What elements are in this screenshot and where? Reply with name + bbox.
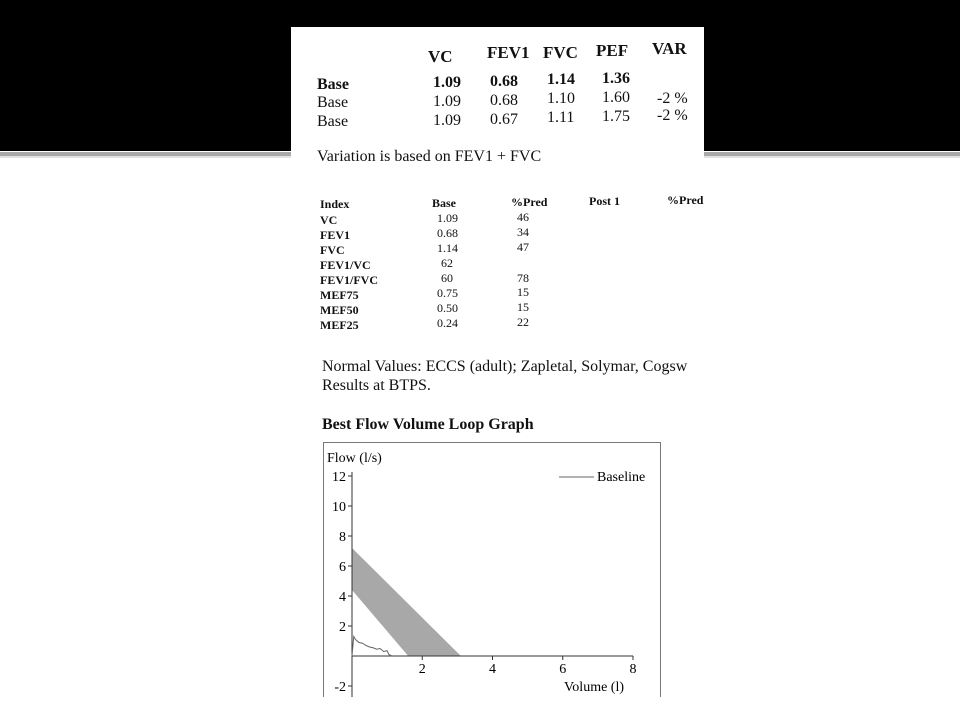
index-cell-pred: 15: [517, 300, 529, 314]
index-row-label: FVC: [320, 243, 345, 257]
index-cell-base: 0.75: [437, 286, 458, 300]
graph-title: Best Flow Volume Loop Graph: [322, 416, 534, 433]
index-cell-base: 60: [441, 271, 453, 285]
index-cell-base: 0.50: [437, 301, 458, 315]
index-row-label: FEV1: [320, 228, 350, 242]
summary-cell-fvc: 1.14: [547, 71, 575, 88]
index-cell-pred: 15: [517, 285, 529, 299]
index-cell-pred: 22: [517, 315, 529, 329]
summary-cell-var: -2 %: [657, 107, 688, 124]
index-header-index: Index: [320, 197, 350, 211]
summary-cell-var: -2 %: [657, 90, 688, 107]
x-tick-label: 4: [489, 662, 496, 677]
summary-cell-fev1: 0.68: [490, 92, 518, 109]
col-header-vc: VC: [428, 47, 453, 66]
index-header-pred: %Pred: [511, 195, 548, 209]
normal-values-note: Normal Values: ECCS (adult); Zapletal, Solymar, Cogsw: [322, 358, 688, 375]
y-tick-label: 4: [339, 590, 346, 605]
index-header-base: Base: [432, 196, 456, 210]
y-axis-label: Flow (l/s): [327, 451, 382, 466]
index-row-label: VC: [320, 213, 338, 227]
summary-cell-fev1: 0.67: [490, 111, 518, 128]
flow-volume-chart-svg: [324, 443, 660, 697]
btps-note: Results at BTPS.: [322, 377, 431, 394]
index-cell-pred: 46: [517, 210, 529, 224]
summary-cell-fev1: 0.68: [490, 73, 518, 90]
summary-cell-fvc: 1.11: [547, 109, 575, 126]
summary-row-label: Base: [317, 94, 349, 111]
y-tick-label: -2: [334, 680, 346, 695]
summary-row-label: Base: [317, 113, 349, 130]
index-row-label: FEV1/FVC: [320, 273, 378, 287]
legend-label-baseline: Baseline: [597, 470, 646, 485]
summary-cell-vc: 1.09: [433, 93, 461, 110]
index-cell-base: 62: [441, 256, 453, 270]
index-row-label: MEF50: [320, 303, 359, 317]
summary-cell-pef: 1.36: [602, 70, 630, 87]
col-header-pef: PEF: [596, 41, 629, 60]
predicted-band: [352, 548, 461, 656]
y-tick-label: 2: [339, 620, 346, 635]
col-header-var: VAR: [652, 39, 687, 58]
y-tick-label: 8: [339, 530, 346, 545]
variation-note: Variation is based on FEV1 + FVC: [317, 148, 542, 165]
summary-cell-fvc: 1.10: [547, 90, 575, 107]
index-cell-base: 0.24: [437, 316, 458, 330]
x-tick-label: 2: [418, 662, 426, 677]
summary-cell-vc: 1.09: [433, 74, 461, 91]
chart-legend: [559, 470, 645, 485]
index-cell-pred: 47: [517, 240, 529, 254]
col-header-fvc: FVC: [543, 43, 578, 62]
summary-cell-pef: 1.75: [602, 108, 630, 125]
col-header-fev1: FEV1: [487, 43, 530, 62]
series-line-baseline: [352, 637, 392, 657]
index-cell-base: 1.14: [437, 241, 458, 255]
index-row-label: MEF75: [320, 288, 359, 302]
index-cell-base: 1.09: [437, 211, 458, 225]
index-header-post: Post 1: [589, 194, 620, 208]
summary-row-label: Base: [317, 76, 349, 93]
index-cell-pred: 34: [517, 225, 529, 239]
y-tick-label: 12: [332, 470, 346, 485]
flow-volume-chart: [323, 442, 661, 697]
summary-cell-vc: 1.09: [433, 112, 461, 129]
index-header-pred2: %Pred: [667, 193, 704, 207]
index-row-label: FEV1/VC: [320, 258, 371, 272]
y-tick-label: 6: [339, 560, 346, 575]
x-tick-label: 6: [559, 662, 567, 677]
index-cell-base: 0.68: [437, 226, 458, 240]
x-axis-label: Volume (l): [564, 680, 625, 695]
x-tick-label: 8: [629, 662, 637, 677]
y-tick-label: 10: [332, 500, 346, 515]
spirometry-report: [291, 27, 704, 697]
index-row-label: MEF25: [320, 318, 359, 332]
summary-cell-pef: 1.60: [602, 89, 630, 106]
index-cell-pred: 78: [517, 271, 529, 285]
